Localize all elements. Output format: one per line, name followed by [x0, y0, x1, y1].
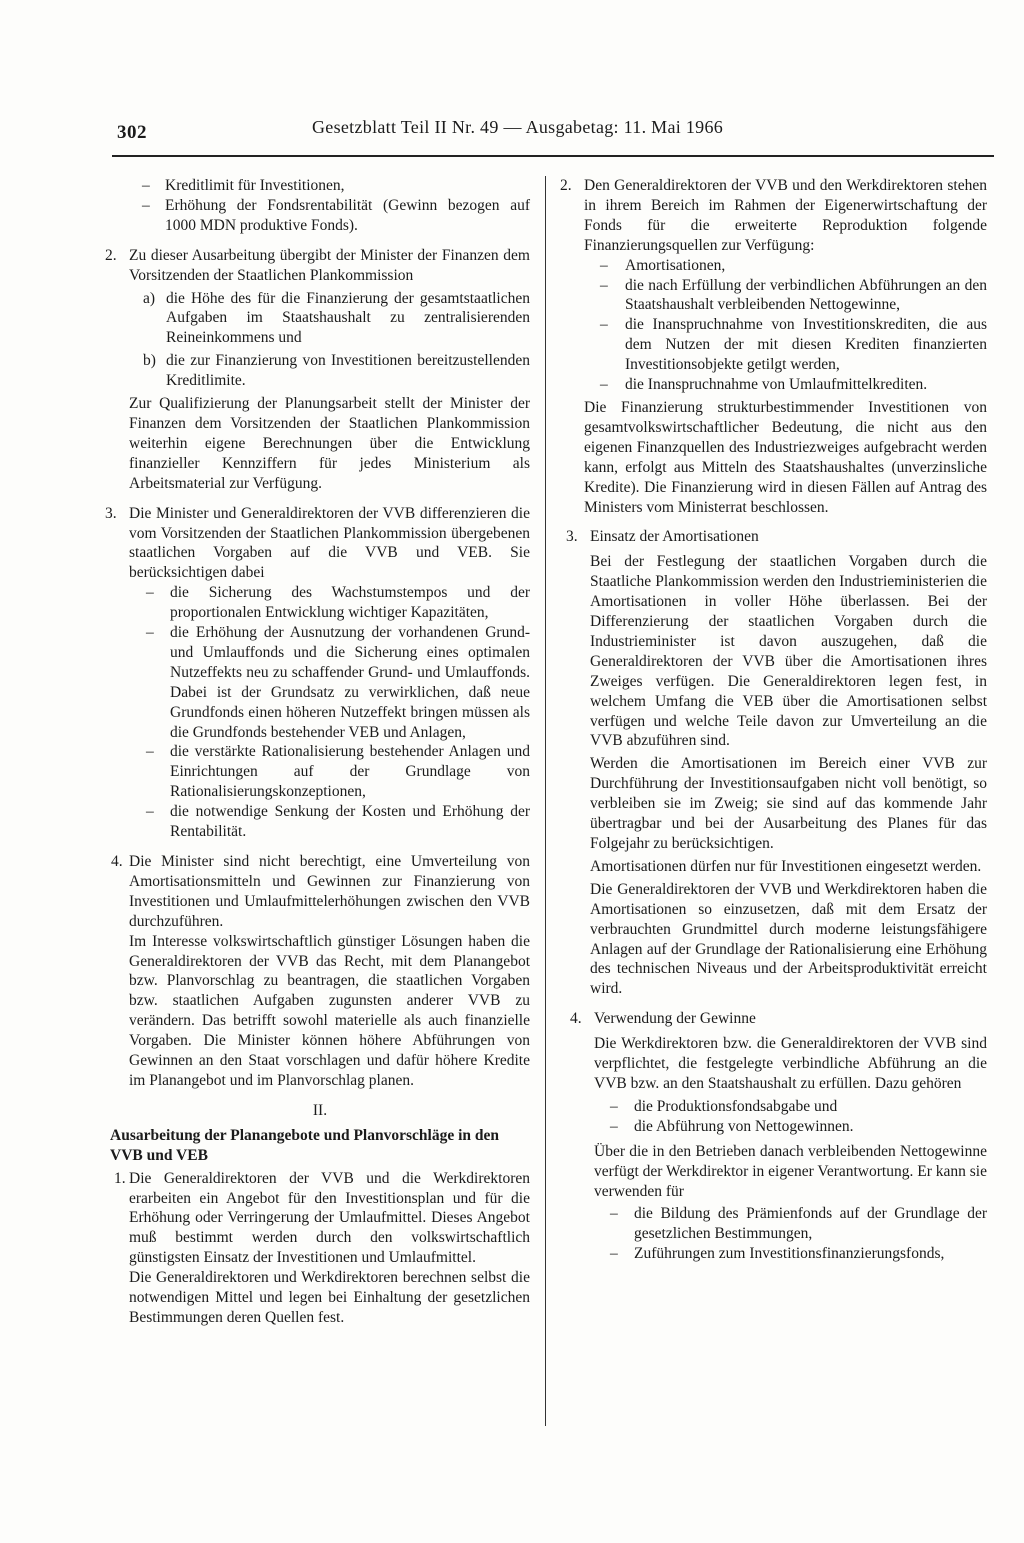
- dash-marker: –: [610, 1097, 618, 1115]
- item-number: 3.: [105, 504, 117, 522]
- right-column: [557, 176, 987, 1264]
- dash-marker: –: [610, 1245, 618, 1263]
- dash-marker: –: [600, 276, 608, 294]
- item-4: [110, 852, 530, 1091]
- dash-marker: –: [146, 803, 154, 821]
- dash-marker: –: [600, 256, 608, 274]
- dash-marker: –: [600, 376, 608, 394]
- dash-item: [594, 1204, 987, 1244]
- dash-item: [129, 802, 530, 842]
- dash-text: Kreditlimit für Investitionen,: [165, 177, 345, 194]
- section-numeral: II.: [312, 1101, 328, 1119]
- item-title: Einsatz der Amortisationen: [590, 528, 759, 546]
- dash-list: [594, 1097, 987, 1137]
- item-title: Verwendung der Gewinne: [594, 1010, 756, 1028]
- item-text: Den Generaldirektoren der VVB und den Werkdirektoren stehen in ihrem Bereich im Rahmen der Eigenerwirtschaftung der Fonds für die erweiterte Reproduktion folgende Finanzierungsquellen zur Verfügung:: [584, 177, 987, 254]
- intro-dash-list: [110, 176, 530, 236]
- sub-item-a: [129, 289, 530, 349]
- sub-item-text: die zur Finanzierung von Investitionen bereitzustellenden Kreditlimite.: [166, 352, 530, 390]
- item-3: [557, 527, 987, 999]
- dash-text: die notwendige Senkung der Kosten und Erhöhung der Rentabilität.: [170, 803, 530, 841]
- dash-text: die nach Erfüllung der verbindlichen Abführungen an den Staatshaushalt verbleibenden Nettogewinne,: [625, 276, 987, 314]
- paragraph: Werden die Amortisationen im Bereich einer VVB zur Durchführung der Investitionsaufgaben nicht voll benötigt, so verbleiben sie im Zweig; sie sind auf das kommende Jahr übertragbar und bei der Ausarbeitung des Planes für das Folgejahr zu berücksichtigen.: [590, 755, 987, 852]
- dash-list: [584, 256, 987, 395]
- dash-text: die Sicherung des Wachstumstempos und der proportionalen Entwicklung wichtiger Kapazitäten,: [170, 584, 530, 622]
- item-number: 4.: [111, 853, 123, 870]
- dash-marker: –: [142, 177, 150, 194]
- dash-text: die Inanspruchnahme von Investitionskrediten, die aus dem Nutzen der mit diesen Krediten finanzierten Investitionsobjekte getilgt werden,: [625, 316, 987, 374]
- running-title: Gesetzblatt Teil II Nr. 49 — Ausgabetag: 11. Mai 1966: [312, 117, 724, 137]
- dash-marker: –: [610, 1205, 618, 1223]
- paragraph: Die Generaldirektoren der VVB und Werkdirektoren haben die Amortisationen so einzusetzen, daß mit dem Ersatz der verbrauchten Grundmittel durch moderne leistungsfähigere Anlagen auf der Grundlage der Rationalisierung eine Erhöhung des technischen Niveaus und der Arbeitsproduktivität erreicht wird.: [590, 880, 987, 998]
- section-heading: Ausarbeitung der Planangebote und Planvorschläge in den VVB und VEB: [110, 1126, 499, 1164]
- dash-item: [584, 375, 987, 395]
- item-number: 1.: [114, 1169, 126, 1187]
- dash-item: [584, 276, 987, 316]
- dash-item: [594, 1244, 987, 1264]
- dash-item: [110, 176, 530, 196]
- paragraph: Im Interesse volkswirtschaftlich günstiger Lösungen haben die Generaldirektoren der VVB das Recht, mit dem Planangebot bzw. Planvorschlag zu beantragen, die staatlichen Vorgaben bzw. staatlichen Aufgaben zugunsten anderer VVB zu verändern. Das betrifft sowohl materielle als auch finanzielle Vorgaben. Die Minister können höhere Abführungen von Gewinnen an den Staat vorschlagen und dafür höhere Kredite im Planangebot und im Planvorschlag planen.: [129, 932, 530, 1089]
- paragraph: Die Finanzierung strukturbestimmender Investitionen von gesamtvolkswirtschaftlicher Bedeutung, die nicht aus den eigenen Finanzquellen des Industriezweiges aufgebracht werden kann, erfolgt aus Mitteln des Staatshaushaltes (unverzinsliche Kredite). Die Finanzierung wird in diesen Fällen auf Antrag des Ministers vom Ministerrat beschlossen.: [584, 398, 987, 516]
- dash-item: [129, 583, 530, 623]
- sub-item-label: b): [143, 352, 156, 370]
- dash-item: [584, 256, 987, 276]
- item-4: [557, 1009, 987, 1264]
- dash-item: [129, 623, 530, 742]
- dash-marker: –: [146, 624, 154, 642]
- left-column: [105, 176, 530, 1328]
- sub-item-b: [129, 351, 530, 391]
- dash-text: die Bildung des Prämienfonds auf der Grundlage der gesetzlichen Bestimmungen,: [634, 1205, 987, 1243]
- dash-text: Zuführungen zum Investitionsfinanzierungsfonds,: [634, 1245, 945, 1263]
- dash-item: [584, 315, 987, 375]
- dash-text: Amortisationen,: [625, 256, 726, 274]
- sub-item-label: a): [143, 289, 156, 307]
- dash-text: Erhöhung der Fondsrentabilität (Gewinn bezogen auf 1000 MDN produktive Fonds).: [165, 196, 530, 234]
- paragraph: Die Generaldirektoren und Werkdirektoren berechnen selbst die notwendigen Mittel und legen bei Einhaltung der gesetzlichen Bestimmungen deren Quellen fest.: [129, 1269, 530, 1326]
- item-text: Die Minister sind nicht berechtigt, eine Umverteilung von Amortisationsmitteln und Gewinnen zur Finanzierung von Investitionen und Umlaufmittelerhöhungen zwischen den VVB durchzuführen.: [129, 853, 530, 930]
- dash-item: [594, 1117, 987, 1137]
- item-2: [105, 246, 530, 494]
- header-rule: [112, 155, 994, 157]
- item-3: [105, 504, 530, 842]
- item-2: [557, 176, 987, 517]
- sub-item-text: die Höhe des für die Finanzierung der gesamtstaatlichen Aufgaben im Staatshaushalt zu zentralisierenden Reineinkommens und: [166, 289, 530, 347]
- item-text: Die Generaldirektoren der VVB und die Werkdirektoren erarbeiten ein Angebot für den Investitionsplan und für die Erhöhung oder Verringerung der Umlaufmittel. Dieses Angebot muß bestimmt werden durch den volkswirtschaftlich günstigsten Einsatz der Investitionen und Umlaufmittel.: [129, 1169, 530, 1267]
- item-number: 2.: [560, 177, 572, 194]
- dash-list: [129, 583, 530, 842]
- paragraph: Über die in den Betrieben danach verbleibenden Nettogewinne verfügt der Werkdirektor in eigener Verantwortung. Er kann sie verwenden für: [594, 1142, 987, 1200]
- paragraph: Bei der Festlegung der staatlichen Vorgaben durch die Staatliche Plankommission werden den Industrieministerien die Amortisationen in voller Höhe überlassen. Bei der Differenzierung der staatlichen Vorgaben durch die Industrieminister ist davon auszugehen, daß die Generaldirektoren der VVB über die Amortisationen ihres Zweiges verfügen. Die Generaldirektoren legen fest, in welchem Umfang die VEB über die Amortisationen selbst verfügen und welche Teile davon zur Umverteilung an die VVB abzuführen sind.: [590, 553, 987, 750]
- item-text: Zu dieser Ausarbeitung übergibt der Minister der Finanzen dem Vorsitzenden der Staatlichen Plankommission: [129, 246, 530, 284]
- section-item-1: [110, 1169, 530, 1328]
- paragraph: Zur Qualifizierung der Planungsarbeit stellt der Minister der Finanzen dem Vorsitzenden der Staatlichen Plankommission weiterhin eigene Berechnungen über die Entwicklung finanzieller Kennziffern für jedes Ministerium als Arbeitsmaterial zur Verfügung.: [129, 395, 530, 492]
- dash-marker: –: [600, 316, 608, 334]
- paragraph: Die Werkdirektoren bzw. die Generaldirektoren der VVB sind verpflichtet, die festgelegte verbindliche Abführung an die VVB bzw. an den Staatshaushalt zu erfüllen. Dazu gehören: [594, 1035, 987, 1092]
- dash-item: [594, 1097, 987, 1117]
- dash-marker: –: [142, 196, 150, 214]
- page-number: 302: [117, 122, 147, 143]
- dash-text: die Abführung von Nettogewinnen.: [634, 1117, 854, 1135]
- item-text: Die Minister und Generaldirektoren der VVB differenzieren die vom Vorsitzenden der Staatlichen Plankommission übergebenen staatlichen Vorgaben auf die VVB und VEB. Sie berücksichtigen dabei: [129, 504, 530, 582]
- dash-item: [129, 742, 530, 802]
- dash-text: die Erhöhung der Ausnutzung der vorhandenen Grund- und Umlauffonds und die Sicherung eines optimalen Nutzeffekts neu zu schaffender Grund- und Umlauffonds. Dabei ist der Grundsatz zu verwirklichen, daß neue Grundfonds einen höheren Nutzeffekt bringen müssen als die Grundfonds bestehender VEB und Anlagen,: [170, 624, 530, 741]
- item-number: 3.: [566, 528, 578, 546]
- paragraph: Amortisationen dürfen nur für Investitionen eingesetzt werden.: [590, 857, 982, 875]
- item-number: 4.: [570, 1010, 582, 1028]
- dash-item: [110, 196, 530, 236]
- dash-list: [594, 1204, 987, 1264]
- column-divider: [545, 176, 546, 1426]
- dash-text: die verstärkte Rationalisierung bestehender Anlagen und Einrichtungen auf der Grundlage von Rationalisierungskonzeptionen,: [170, 743, 530, 801]
- dash-text: die Produktionsfondsabgabe und: [634, 1097, 838, 1115]
- item-number: 2.: [105, 246, 117, 264]
- dash-text: die Inanspruchnahme von Umlaufmittelkrediten.: [625, 376, 928, 394]
- dash-marker: –: [146, 584, 154, 602]
- dash-marker: –: [610, 1117, 618, 1135]
- dash-marker: –: [146, 743, 154, 761]
